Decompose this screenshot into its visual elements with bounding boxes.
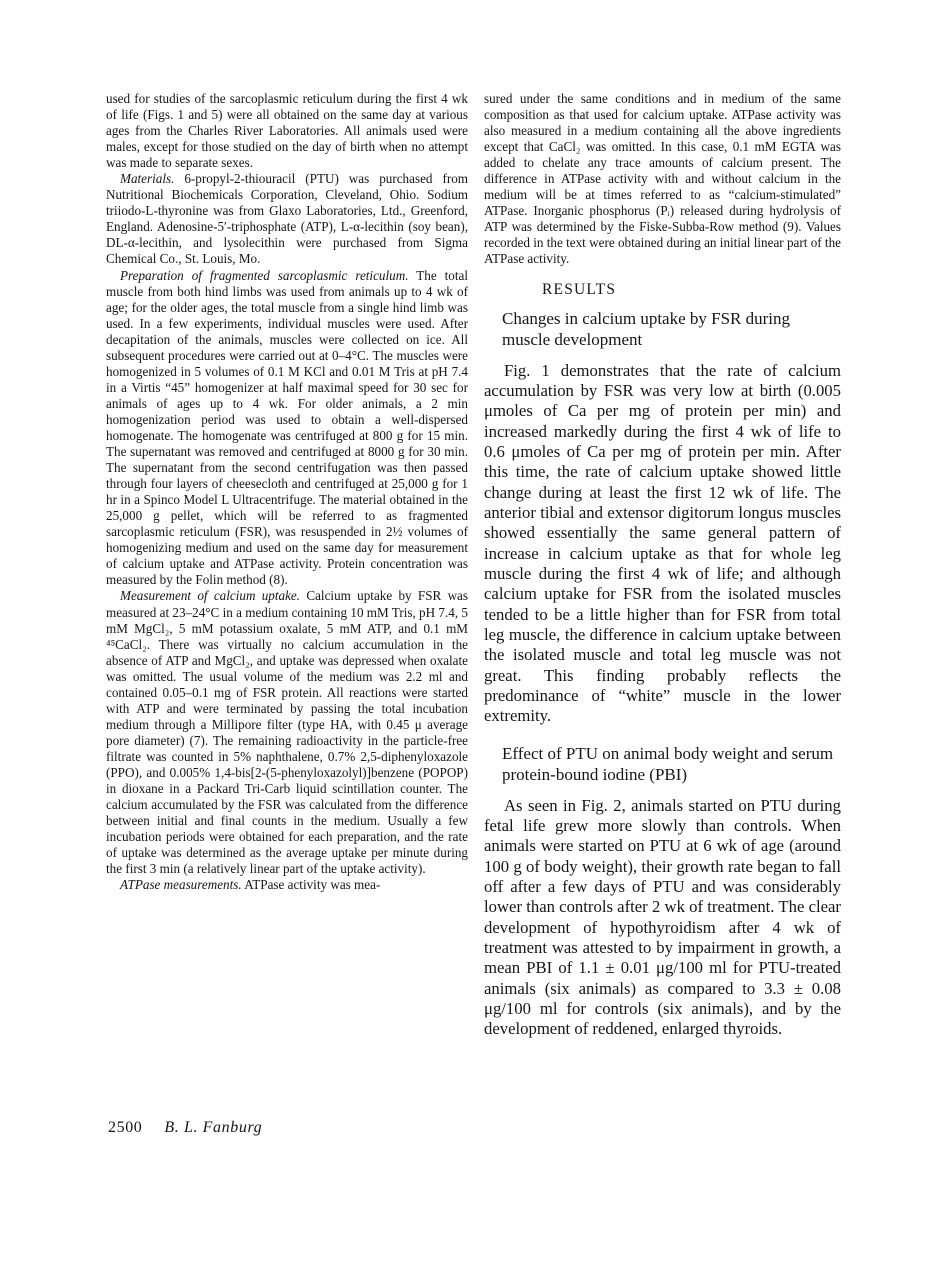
subheading-calcium-uptake-development: Changes in calcium uptake by FSR during muscle development bbox=[502, 308, 791, 349]
results-heading: RESULTS bbox=[542, 280, 617, 298]
run-in-heading-preparation: Preparation of fragmented sarcoplasmic reticulum. bbox=[120, 267, 409, 283]
preparation-text: The total muscle from both hind limbs was used from animals up to 4 wk of age; for the older ages, the total muscle from a single hind limb was used. In a few experiments, individual muscles were used. After decapitation of the animals, muscles were collected on ice. All subsequent procedures were carried out at 0–4°C. The muscles were homogenized in 5 volumes of 0.1 M KCl and 0.01 M Tris at pH 7.4 in a Virtis “45” homogenizer at half maximal speed for 30 sec for animals of ages up to 4 wk. For older animals, a 2 min homogenization period was used to obtain a well-dispersed homogenate. The homogenate was centrifuged at 800 g for 15 min. The supernatant was removed and centrifuged at 8000 g for 30 min. The supernatant from the second centrifugation was then passed through four layers of cheesecloth and centrifuged at 25,000 g for 1 hr in a Spinco Model L Ultracentrifuge. The material obtained in the 25,000 g pellet, which will be referred to as fragmented sarcoplasmic reticulum (FSR), was resuspended in 2½ volumes of homogenizing medium and used on the same day for measurement of calcium uptake and ATPase activity. Protein concentration was measured by the Folin method (8). bbox=[106, 267, 469, 588]
paragraph-animals-continued: used for studies of the sarcoplasmic reticulum during the first 4 wk of life (Figs. 1 and 5) were all obtained on the same day at various ages from the Charles River Laboratories. All animals used were males, except for those studied on the day of birth when no attempt was made to separate sexes. bbox=[106, 91, 468, 171]
page-footer bbox=[108, 1119, 262, 1137]
paragraph-fig1-results: Fig. 1 demonstrates that the rate of calcium accumulation by FSR was very low at birth (0.005 μmoles of Ca per mg of protein per min) and increased markedly during the first 4 wk of life to 0.6 μmoles of Ca per mg of protein per min. After this time, the rate of calcium uptake showed little change during at least the first 12 wk of life. The anterior tibial and extensor digitorum longus muscles showed essentially the same general pattern of increase in calcium uptake as that for whole leg muscle during the first 4 wk of life; and although calcium uptake for FSR from the isolated muscles tended to be a little higher than for FSR from total leg muscle, the difference in calcium uptake between the isolated muscle and total leg muscle was not great. This finding probably reflects the predominance of “white” muscle in the lower extremity. bbox=[484, 360, 841, 726]
running-author: B. L. Fanburg bbox=[164, 1119, 263, 1136]
page-number: 2500 bbox=[108, 1119, 143, 1136]
paragraph-preparation bbox=[106, 268, 468, 589]
paragraph-calcium-uptake bbox=[106, 588, 468, 877]
run-in-heading-materials: Materials. bbox=[120, 171, 175, 187]
subheading-ptu-effect: Effect of PTU on animal body weight and serum protein-bound iodine (PBI) bbox=[502, 743, 834, 784]
right-column bbox=[484, 91, 841, 1040]
paragraph-atpase bbox=[106, 877, 468, 893]
atpase-text: ATPase activity was mea- bbox=[241, 877, 381, 893]
run-in-heading-calcium-uptake: Measurement of calcium uptake. bbox=[120, 588, 301, 604]
run-in-heading-atpase: ATPase measurements. bbox=[120, 877, 242, 893]
left-column bbox=[106, 91, 468, 893]
paragraph-atpase-continued: sured under the same conditions and in medium of the same composition as that used for calcium uptake. ATPase activity was also measured in a medium containing all the above ingredients except that CaCl₂ was omitted. In this case, 0.1 mM EGTA was added to chelate any trace amounts of calcium present. The difference in ATPase activity with and without calcium in the medium will be at times referred to as “calcium-stimulated” ATPase. Inorganic phosphorus (Pᵢ) released during hydrolysis of ATP was determined by the Fiske-Subba-Row method (9). Values recorded in the text were obtained during an initial linear part of the ATPase activity. bbox=[484, 91, 841, 267]
paragraph-fig2-results: As seen in Fig. 2, animals started on PTU during fetal life grew more slowly than controls. When animals were started on PTU at 6 wk of age (around 100 g of body weight), their growth rate began to fall off after a few days of PTU and was considerably lower than controls after 2 wk of treatment. The clear development of hypothyroidism after 4 wk of treatment was attested to by impairment in growth, a mean PBI of 1.1 ± 0.01 μg/100 ml for PTU-treated animals (six animals) as compared to 3.3 ± 0.08 μg/100 ml for controls (six animals), and by the development of reddened, enlarged thyroids. bbox=[484, 795, 841, 1039]
paragraph-materials bbox=[106, 171, 468, 267]
calcium-uptake-text: Calcium uptake by FSR was measured at 23–24°C in a medium containing 10 mM Tris, pH 7.4, 5 mM MgCl₂, 5 mM potassium oxalate, 5 mM ATP, and 0.1 mM ⁴⁵CaCl₂. There was virtually no calcium accumulation in the absence of ATP and MgCl₂, and uptake was depressed when oxalate was omitted. The usual volume of the medium was 2.2 ml and contained 0.05–0.1 mg of FSR protein. All reactions were started with ATP and were terminated by passing the total incubation medium through a Millipore filter (type HA, with 0.45 μ average pore diameter) (7). The remaining radioactivity in the particle-free filtrate was counted in 5% naphthalene, 0.7% 2,5-diphenyloxazole (PPO), and 0.005% 1,4-bis[2-(5-phenyloxazolyl)]benzene (POPOP) in dioxane in a Packard Tri-Carb liquid scintillation counter. The calcium accumulated by the FSR was calculated from the difference between initial and final counts in the medium. Usually a few incubation periods were obtained for each preparation, and the rate of uptake was determined as the average uptake per minute during the first 3 min (a relatively linear part of the uptake activity). bbox=[106, 588, 468, 877]
materials-text: 6-propyl-2-thiouracil (PTU) was purchased from Nutritional Biochemicals Corporation, Cleveland, Ohio. Sodium triiodo-L-thyronine was from Glaxo Laboratories, Ltd., Greenford, England. Adenosine-5′-triphosphate (ATP), L-α-lecithin (soy bean), DL-α-lecithin, and lysolecithin were purchased from Sigma Chemical Co., St. Louis, Mo. bbox=[106, 171, 468, 267]
